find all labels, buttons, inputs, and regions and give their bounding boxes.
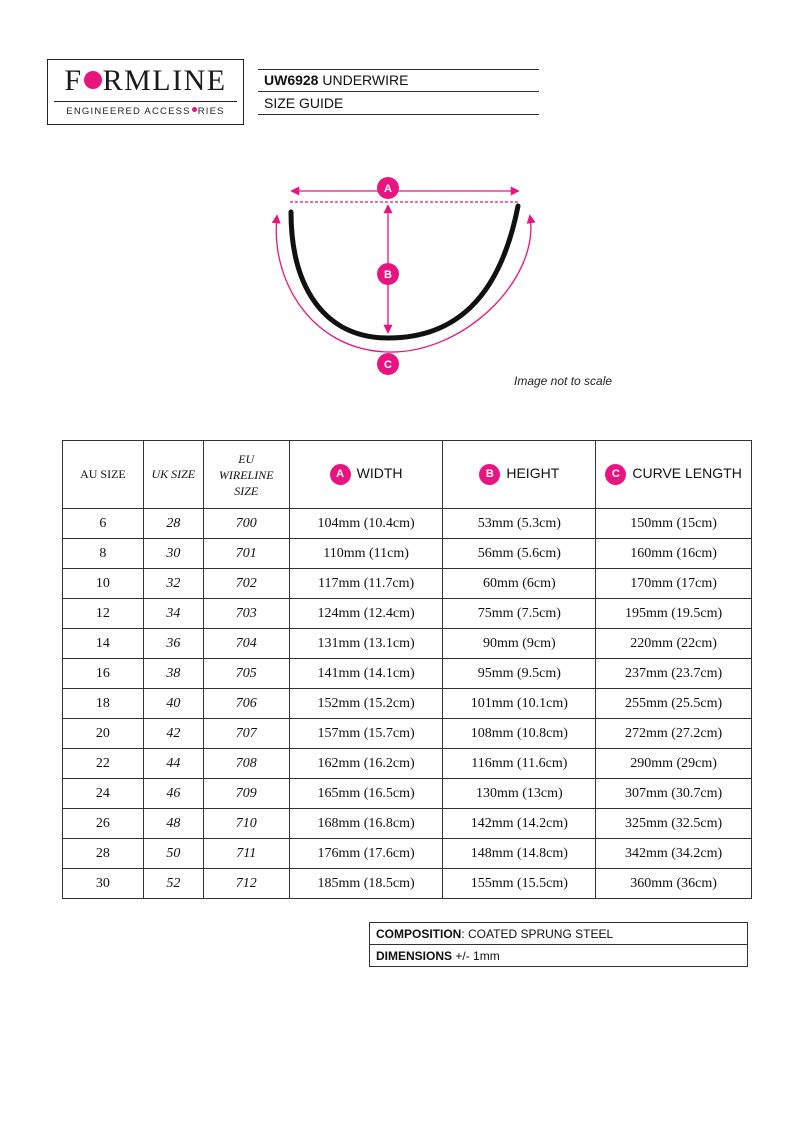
- tagline-end: RIES: [197, 106, 225, 117]
- cell-width: 185mm (18.5cm): [289, 869, 443, 899]
- height-badge-icon: B: [479, 464, 500, 485]
- cell-eu: 711: [203, 839, 289, 869]
- table-row: [63, 509, 752, 539]
- cell-width: 165mm (16.5cm): [289, 779, 443, 809]
- table-row: [63, 869, 752, 899]
- cell-au: 30: [63, 869, 144, 899]
- cell-uk: 44: [143, 749, 203, 779]
- composition-row: [370, 923, 748, 945]
- header-eu-line1: EU: [238, 451, 255, 466]
- cell-height: 116mm (11.6cm): [443, 749, 596, 779]
- cell-width: 104mm (10.4cm): [289, 509, 443, 539]
- cell-au: 16: [63, 659, 144, 689]
- logo-divider: [54, 101, 237, 102]
- header-eu-size: [203, 441, 289, 509]
- cell-uk: 40: [143, 689, 203, 719]
- brand-wordmark: [48, 64, 243, 98]
- spec-box: [369, 922, 748, 967]
- cell-height: 108mm (10.8cm): [443, 719, 596, 749]
- cell-uk: 52: [143, 869, 203, 899]
- table-row: [63, 629, 752, 659]
- curve-length-arrow: [276, 216, 531, 352]
- cell-au: 20: [63, 719, 144, 749]
- cell-width: 124mm (12.4cm): [289, 599, 443, 629]
- cell-au: 8: [63, 539, 144, 569]
- cell-uk: 48: [143, 809, 203, 839]
- cell-height: 95mm (9.5cm): [443, 659, 596, 689]
- cell-au: 14: [63, 629, 144, 659]
- table-row: [63, 689, 752, 719]
- table-row: [63, 659, 752, 689]
- cell-width: 157mm (15.7cm): [289, 719, 443, 749]
- cell-eu: 703: [203, 599, 289, 629]
- cell-uk: 42: [143, 719, 203, 749]
- title-rule-middle: [258, 91, 539, 92]
- brand-tagline: [48, 106, 243, 117]
- cell-height: 130mm (13cm): [443, 779, 596, 809]
- header-eu-line2: WIRELINE: [218, 467, 274, 482]
- underwire-shape: [291, 206, 518, 338]
- curve-badge-icon: C: [605, 464, 626, 485]
- label-a: A: [384, 183, 392, 195]
- dimensions-value: +/- 1mm: [452, 948, 500, 963]
- header-curve-label: CURVE LENGTH: [632, 465, 742, 482]
- cell-width: 110mm (11cm): [289, 539, 443, 569]
- cell-au: 18: [63, 689, 144, 719]
- table-row: [63, 719, 752, 749]
- cell-au: 22: [63, 749, 144, 779]
- table-row: [63, 749, 752, 779]
- table-row: [63, 599, 752, 629]
- cell-height: 60mm (6cm): [443, 569, 596, 599]
- cell-eu: 704: [203, 629, 289, 659]
- cell-height: 56mm (5.6cm): [443, 539, 596, 569]
- table-row: [63, 779, 752, 809]
- cell-width: 141mm (14.1cm): [289, 659, 443, 689]
- cell-curve: 195mm (19.5cm): [596, 599, 752, 629]
- cell-uk: 30: [143, 539, 203, 569]
- cell-uk: 38: [143, 659, 203, 689]
- label-c: C: [384, 359, 392, 371]
- cell-au: 10: [63, 569, 144, 599]
- table-header-row: [63, 441, 752, 509]
- composition-label: COMPOSITION: [376, 926, 462, 941]
- tagline-dot-icon: [192, 107, 197, 112]
- header-width-label: WIDTH: [356, 465, 403, 482]
- cell-eu: 709: [203, 779, 289, 809]
- cell-eu: 712: [203, 869, 289, 899]
- cell-curve: 342mm (34.2cm): [596, 839, 752, 869]
- cell-width: 168mm (16.8cm): [289, 809, 443, 839]
- product-code: UW6928: [264, 72, 319, 88]
- cell-eu: 708: [203, 749, 289, 779]
- cell-height: 53mm (5.3cm): [443, 509, 596, 539]
- cell-curve: 255mm (25.5cm): [596, 689, 752, 719]
- header-uk-size: UK SIZE: [143, 441, 203, 509]
- dimensions-label: DIMENSIONS: [376, 948, 453, 963]
- cell-height: 90mm (9cm): [443, 629, 596, 659]
- cell-uk: 28: [143, 509, 203, 539]
- underwire-diagram: [250, 168, 560, 380]
- header-eu-line3: SIZE: [234, 483, 259, 498]
- cell-uk: 36: [143, 629, 203, 659]
- cell-width: 131mm (13.1cm): [289, 629, 443, 659]
- cell-width: 117mm (11.7cm): [289, 569, 443, 599]
- cell-au: 28: [63, 839, 144, 869]
- cell-curve: 360mm (36cm): [596, 869, 752, 899]
- brand-name-end: RMLINE: [102, 64, 227, 97]
- cell-curve: 237mm (23.7cm): [596, 659, 752, 689]
- header-height: [443, 441, 596, 509]
- cell-au: 24: [63, 779, 144, 809]
- logo-dot-icon: [84, 71, 102, 89]
- cell-curve: 220mm (22cm): [596, 629, 752, 659]
- cell-width: 152mm (15.2cm): [289, 689, 443, 719]
- cell-eu: 705: [203, 659, 289, 689]
- title-rule-top: [258, 69, 539, 70]
- composition-cell: [370, 923, 748, 945]
- brand-logo: [47, 59, 244, 125]
- cell-eu: 701: [203, 539, 289, 569]
- cell-uk: 46: [143, 779, 203, 809]
- cell-curve: 170mm (17cm): [596, 569, 752, 599]
- cell-height: 155mm (15.5cm): [443, 869, 596, 899]
- cell-au: 6: [63, 509, 144, 539]
- dimensions-row: [370, 945, 748, 967]
- header-curve-length: [596, 441, 752, 509]
- cell-width: 162mm (16.2cm): [289, 749, 443, 779]
- cell-uk: 34: [143, 599, 203, 629]
- scale-note: Image not to scale: [514, 374, 613, 388]
- cell-uk: 50: [143, 839, 203, 869]
- table-row: [63, 839, 752, 869]
- header-width: [289, 441, 443, 509]
- cell-uk: 32: [143, 569, 203, 599]
- cell-curve: 307mm (30.7cm): [596, 779, 752, 809]
- cell-width: 176mm (17.6cm): [289, 839, 443, 869]
- cell-eu: 707: [203, 719, 289, 749]
- cell-height: 101mm (10.1cm): [443, 689, 596, 719]
- cell-eu: 702: [203, 569, 289, 599]
- cell-eu: 710: [203, 809, 289, 839]
- page-subtitle: SIZE GUIDE: [264, 95, 344, 111]
- header-height-label: HEIGHT: [506, 465, 560, 482]
- tagline-start: ENGINEERED ACCESS: [66, 106, 191, 117]
- width-badge-icon: A: [330, 464, 351, 485]
- title-rule-bottom: [258, 114, 539, 115]
- composition-value: : COATED SPRUNG STEEL: [461, 926, 614, 941]
- cell-curve: 325mm (32.5cm): [596, 809, 752, 839]
- cell-au: 26: [63, 809, 144, 839]
- product-name: UNDERWIRE: [322, 72, 409, 88]
- cell-height: 142mm (14.2cm): [443, 809, 596, 839]
- cell-curve: 290mm (29cm): [596, 749, 752, 779]
- cell-height: 148mm (14.8cm): [443, 839, 596, 869]
- cell-au: 12: [63, 599, 144, 629]
- cell-eu: 706: [203, 689, 289, 719]
- cell-eu: 700: [203, 509, 289, 539]
- size-table-body: [63, 509, 752, 899]
- cell-height: 75mm (7.5cm): [443, 599, 596, 629]
- cell-curve: 150mm (15cm): [596, 509, 752, 539]
- label-b: B: [384, 269, 392, 281]
- table-row: [63, 569, 752, 599]
- dimensions-cell: [370, 945, 748, 967]
- table-row: [63, 539, 752, 569]
- header-au-size: AU SIZE: [63, 441, 144, 509]
- cell-curve: 160mm (16cm): [596, 539, 752, 569]
- brand-name-start: F: [64, 64, 83, 97]
- product-title: [264, 72, 408, 88]
- table-row: [63, 809, 752, 839]
- size-table: [62, 440, 752, 899]
- cell-curve: 272mm (27.2cm): [596, 719, 752, 749]
